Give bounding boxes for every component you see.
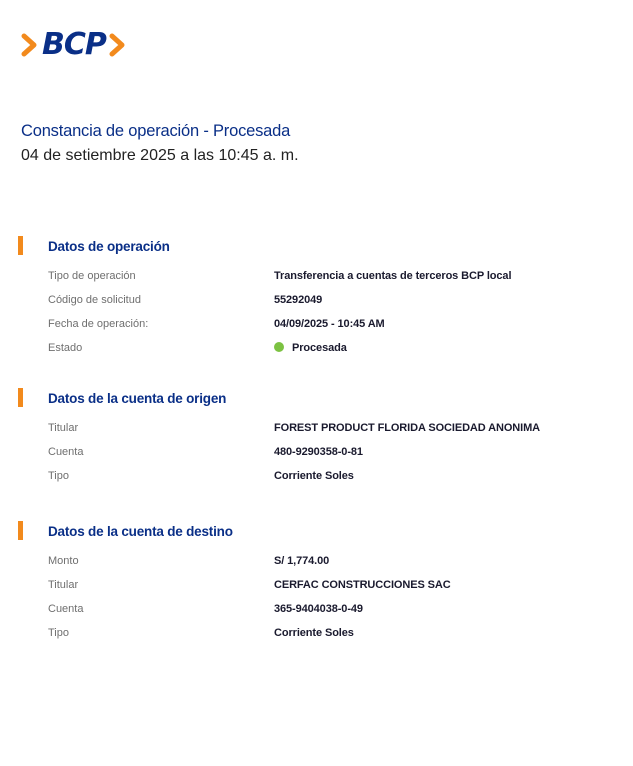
section-accent-bar <box>18 388 23 407</box>
row-value: Corriente Soles <box>274 470 354 482</box>
logo-wordmark: BCP <box>42 27 106 62</box>
row-value: 04/09/2025 - 10:45 AM <box>274 318 385 330</box>
row-label: Monto <box>48 555 79 567</box>
section-accent-bar <box>18 521 23 540</box>
row-label: Estado <box>48 342 83 354</box>
bcp-logo <box>21 28 129 62</box>
status-dot-icon <box>274 342 284 352</box>
row-value: CERFAC CONSTRUCCIONES SAC <box>274 579 451 591</box>
row-label: Cuenta <box>48 446 84 458</box>
row-value: S/ 1,774.00 <box>274 555 330 567</box>
row-label: Tipo <box>48 627 69 639</box>
logo-right-chevron-icon <box>107 33 129 57</box>
section-accent-bar <box>18 236 23 255</box>
logo-left-chevron-icon <box>21 33 41 57</box>
operation-datetime: 04 de setiembre 2025 a las 10:45 a. m. <box>21 147 299 164</box>
section-title-operacion: Datos de operación <box>48 239 170 254</box>
section-title-origen: Datos de la cuenta de origen <box>48 391 227 406</box>
row-label: Fecha de operación: <box>48 318 149 330</box>
row-value: 365-9404038-0-49 <box>274 603 363 615</box>
row-value: 55292049 <box>274 294 323 306</box>
status-text: Procesada <box>292 342 347 354</box>
section-title-destino: Datos de la cuenta de destino <box>48 524 233 539</box>
row-value: FOREST PRODUCT FLORIDA SOCIEDAD ANONIMA <box>274 422 541 434</box>
row-label: Cuenta <box>48 603 84 615</box>
row-label: Tipo de operación <box>48 270 136 282</box>
row-value: Corriente Soles <box>274 627 354 639</box>
row-value: 480-9290358-0-81 <box>274 446 363 458</box>
row-label: Código de solicitud <box>48 294 141 306</box>
row-label: Titular <box>48 579 79 591</box>
row-label: Tipo <box>48 470 69 482</box>
page-title: Constancia de operación - Procesada <box>21 122 291 140</box>
status-value <box>274 342 347 354</box>
row-value: Transferencia a cuentas de terceros BCP local <box>274 270 512 282</box>
row-label: Titular <box>48 422 79 434</box>
